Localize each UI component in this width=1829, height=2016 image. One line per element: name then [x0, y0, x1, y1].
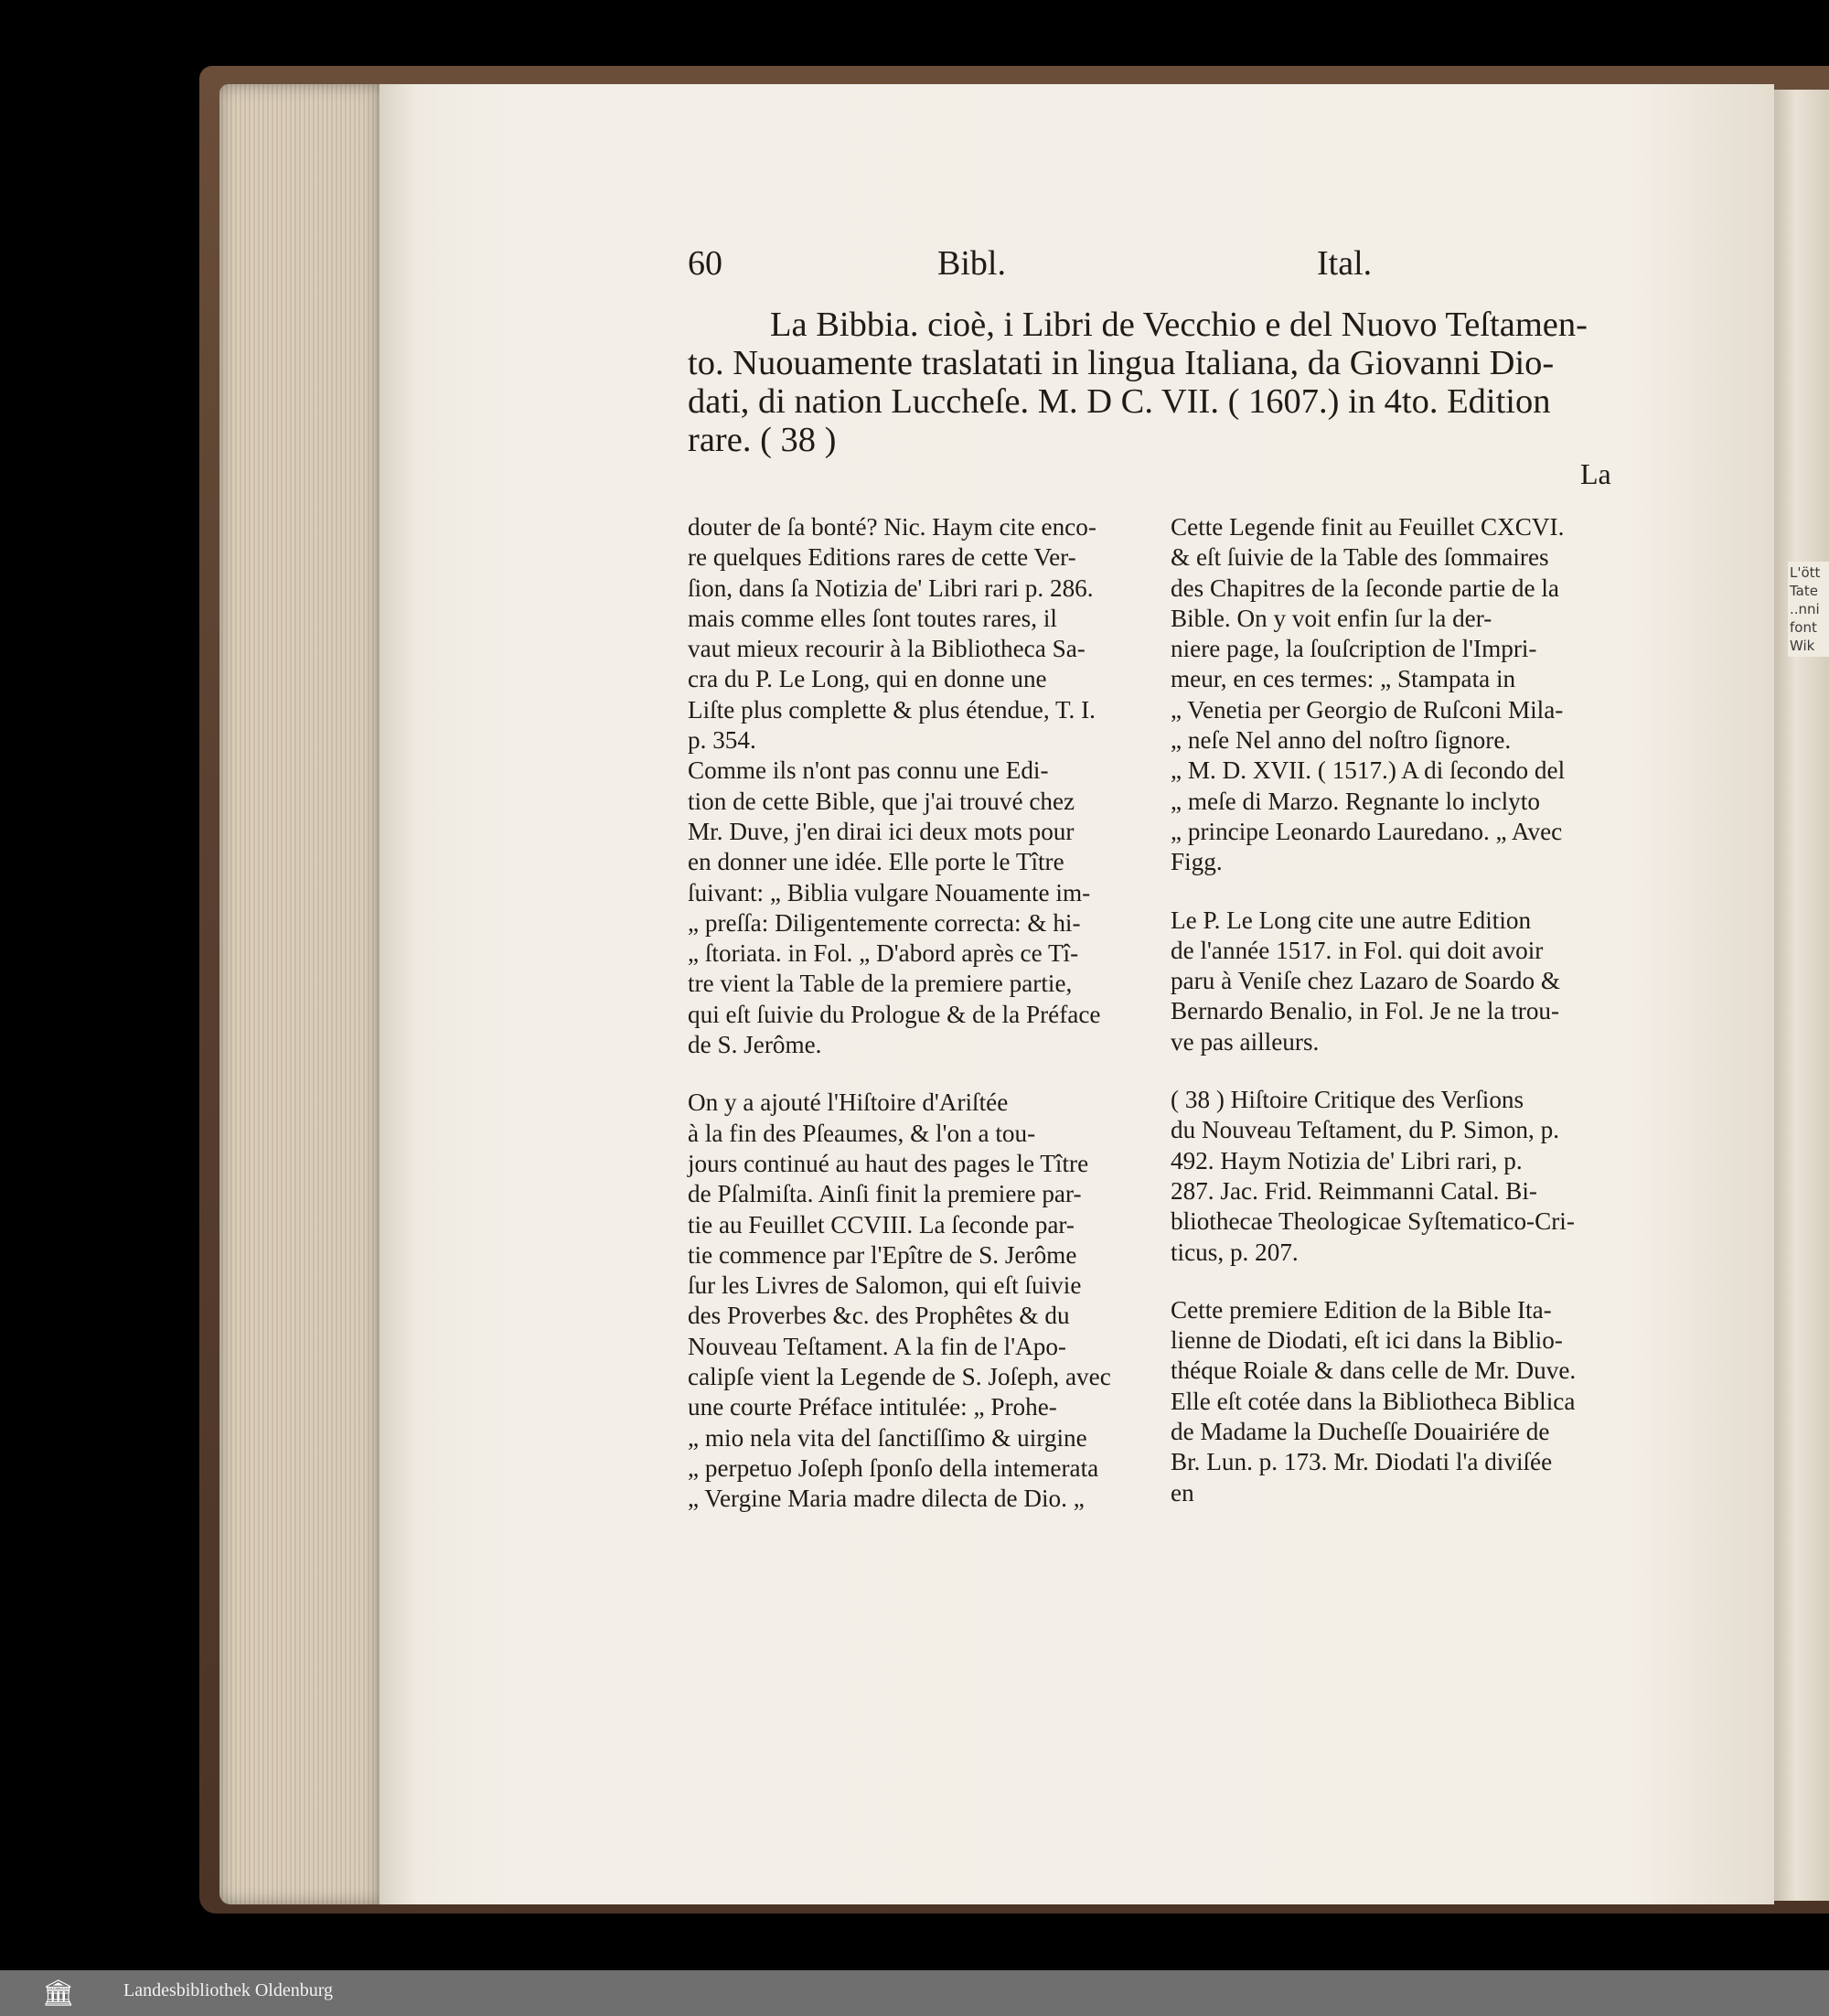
text-line: Comme ils n'ont pas connu une Edi-: [688, 756, 1049, 785]
text-line: tre vient la Table de la premiere partie,: [688, 970, 1073, 998]
text-line: [1171, 1057, 1619, 1085]
text-line: théque Roiale & dans celle de Mr. Duve.: [1171, 1357, 1577, 1385]
text-line: Liſte plus complette & plus étendue, T. I.: [688, 695, 1096, 724]
text-line: ſion, dans ſa Notizia de' Libri rari p. 286.: [688, 574, 1094, 602]
text-line: Elle eſt cotée dans la Bibliotheca Biblica: [1171, 1387, 1576, 1415]
catchword-top: La: [1580, 457, 1611, 490]
margin-note: [1788, 562, 1829, 657]
text-line: „ preſſa: Diligentemente correcta: & hi-: [688, 908, 1081, 937]
text-line: des Chapitres de la ſeconde partie de la: [1171, 574, 1560, 602]
text-line: & eſt ſuivie de la Table des ſommaires: [1171, 543, 1549, 572]
text-line: à la fin des Pſeaumes, & l'on a tou-: [688, 1119, 1036, 1147]
text-line: calipſe vient la Legende de S. Joſeph, avec: [688, 1363, 1111, 1391]
margin-note-line: L'ött: [1790, 564, 1821, 581]
text-line: Bernardo Benalio, in Fol. Je ne la trou-: [1171, 997, 1560, 1025]
text-line: ſuivant: „ Biblia vulgare Nouamente im-: [688, 878, 1091, 906]
text-line: [1171, 878, 1619, 906]
text-line: Cette Legende finit au Feuillet CXCVI.: [1171, 513, 1565, 541]
text-line: du Nouveau Teſtament, du P. Simon, p.: [1171, 1116, 1560, 1144]
text-line: niere page, la ſouſcription de l'Impri-: [1171, 635, 1537, 663]
text-line: jours continué au haut des pages le Tître: [688, 1149, 1089, 1177]
text-line: meur, en ces termes: „ Stampata in: [1171, 665, 1516, 693]
text-line: 287. Jac. Frid. Reimmanni Catal. Bi-: [1171, 1176, 1537, 1205]
text-line: en: [1171, 1478, 1194, 1507]
text-line: des Proverbes &c. des Prophêtes & du: [688, 1302, 1070, 1330]
page-edges: [219, 84, 380, 1904]
text-line: „ neſe Nel anno del noſtro ſignore.: [1171, 726, 1512, 755]
text-line: paru à Veniſe chez Lazaro de Soardo &: [1171, 967, 1560, 995]
text-line: tie commence par l'Epître de S. Jerôme: [688, 1240, 1077, 1269]
text-line: „ mio nela vita del ſanctiſſimo & uirgine: [688, 1423, 1087, 1452]
text-line: Br. Lun. p. 173. Mr. Diodati l'a diviſée: [1171, 1448, 1553, 1476]
text-line: „ principe Leonardo Lauredano. „ Avec: [1171, 817, 1563, 845]
text-line: bliothecae Theologicae Syſtematico-Cri-: [1171, 1207, 1575, 1236]
text-line: douter de ſa bonté? Nic. Haym cite enco-: [688, 513, 1096, 541]
text-line: „ perpetuo Joſeph ſponſo della intemerata: [688, 1453, 1099, 1482]
text-line: 492. Haym Notizia de' Libri rari, p.: [1171, 1146, 1523, 1174]
title-line: rare. ( 38 ): [688, 421, 837, 459]
text-line: „ ſtoriata. in Fol. „ D'abord après ce Tî-: [688, 939, 1079, 968]
text-line: de Madame la Ducheſſe Douairiére de: [1171, 1418, 1550, 1446]
text-line: ſur les Livres de Salomon, qui eſt ſuivie: [688, 1271, 1082, 1300]
text-line: vaut mieux recourir à la Bibliotheca Sa-: [688, 635, 1086, 663]
library-logo-icon: 🏛: [42, 1978, 75, 2008]
text-line: „ meſe di Marzo. Regnante lo inclyto: [1171, 787, 1540, 815]
text-line: re quelques Editions rares de cette Ver-: [688, 543, 1076, 572]
footer-bar: [0, 1970, 1829, 2016]
text-line: de Pſalmiſta. Ainſi finit la premiere par-: [688, 1180, 1082, 1208]
margin-note-line: Wik: [1790, 638, 1815, 654]
page-number: 60: [688, 244, 722, 283]
margin-note-line: ..nni: [1790, 601, 1820, 617]
text-line: On y a ajouté l'Hiſtoire d'Ariſtée: [688, 1088, 1009, 1117]
text-line: [688, 1060, 1136, 1088]
footer-institution: Landesbibliothek Oldenburg: [123, 1980, 334, 2000]
text-line: „ Vergine Maria madre dilecta de Dio. „: [688, 1485, 1085, 1513]
text-line: ( 38 ) Hiſtoire Critique des Verſions: [1171, 1086, 1524, 1114]
title-line: to. Nuouamente traslatati in lingua Italiana, da Giovanni Dio-: [688, 344, 1555, 382]
text-line: tie au Feuillet CCVIII. La ſeconde par-: [688, 1210, 1075, 1239]
text-line: „ Venetia per Georgio de Ruſconi Mila-: [1171, 695, 1564, 724]
margin-note-line: font: [1790, 619, 1817, 636]
text-line: Bible. On y voit enfin ſur la der-: [1171, 604, 1492, 632]
running-head-right: Ital.: [1317, 244, 1373, 283]
text-line: Le P. Le Long cite une autre Edition: [1171, 906, 1532, 934]
facing-page-edge: [1774, 90, 1829, 1901]
margin-note-line: Tate: [1790, 583, 1818, 599]
text-line: [1171, 1268, 1619, 1295]
text-line: cra du P. Le Long, qui en donne une: [688, 665, 1047, 693]
text-line: ticus, p. 207.: [1171, 1238, 1299, 1266]
text-line: Mr. Duve, j'en dirai ici deux mots pour: [688, 817, 1075, 845]
text-line: „ M. D. XVII. ( 1517.) A di ſecondo del: [1171, 756, 1566, 785]
running-head-left: Bibl.: [937, 244, 1006, 283]
text-line: mais comme elles ſont toutes rares, il: [688, 604, 1057, 632]
text-line: Cette premiere Edition de la Bible Ita-: [1171, 1295, 1552, 1324]
text-line: qui eſt ſuivie du Prologue & de la Préface: [688, 1000, 1101, 1028]
text-line: p. 354.: [688, 726, 756, 755]
text-line: Figg.: [1171, 848, 1223, 876]
book-entry-title: [688, 306, 1625, 459]
text-line: lienne de Diodati, eſt ici dans la Biblio-: [1171, 1326, 1563, 1355]
right-column: [1171, 512, 1619, 1508]
text-line: une courte Préface intitulée: „ Prohe-: [688, 1393, 1057, 1421]
text-line: Nouveau Teſtament. A la fin de l'Apo-: [688, 1332, 1066, 1360]
text-line: ve pas ailleurs.: [1171, 1027, 1320, 1056]
text-line: tion de cette Bible, que j'ai trouvé chez: [688, 787, 1075, 815]
text-line: de S. Jerôme.: [688, 1031, 822, 1059]
title-line: La Bibbia. cioè, i Libri de Vecchio e del Nuovo Teſtamen-: [770, 306, 1588, 344]
text-line: de l'année 1517. in Fol. qui doit avoir: [1171, 936, 1544, 964]
left-column: [688, 512, 1136, 1515]
title-line: dati, di nation Luccheſe. M. D C. VII. ( 1607.) in 4to. Edition: [688, 382, 1551, 421]
text-line: en donner une idée. Elle porte le Tître: [688, 848, 1064, 876]
